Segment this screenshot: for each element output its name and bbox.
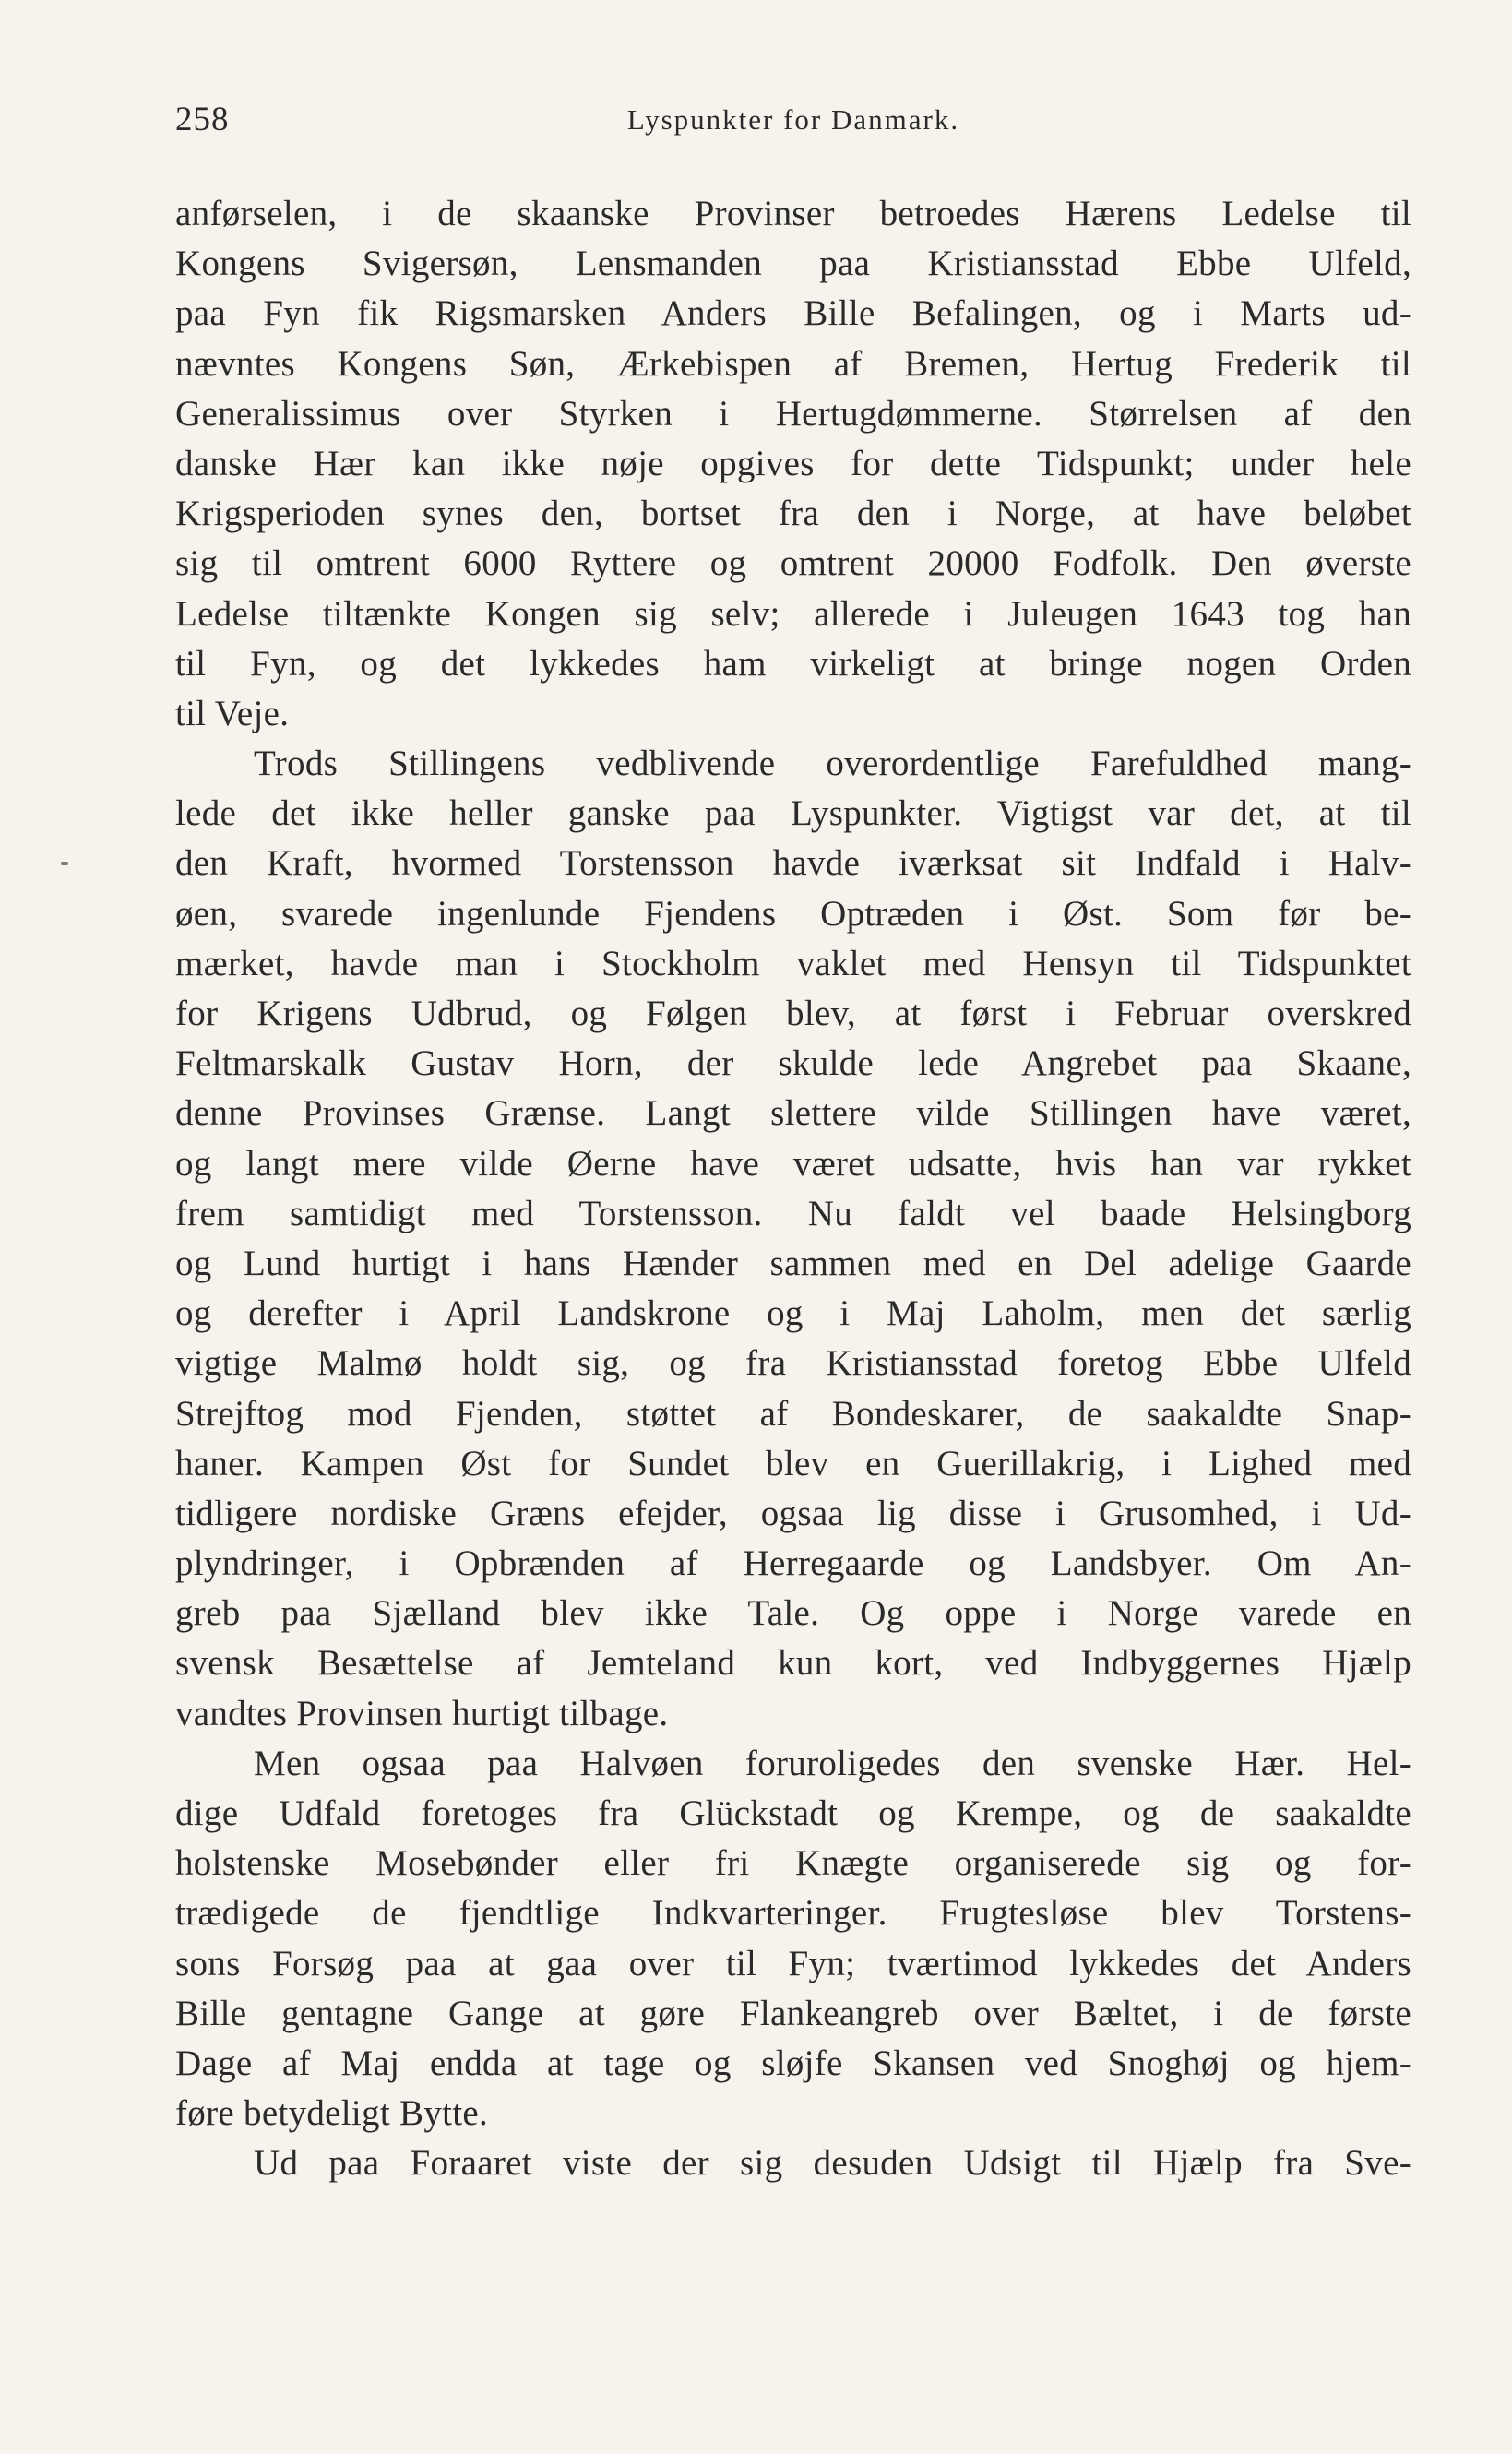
text-line: danske Hær kan ikke nøje opgives for dette Tidspunkt; under hele [175,443,1411,483]
text-line: denne Provinses Grænse. Langt slettere vilde Stillingen have været, [175,1093,1411,1134]
text-line: Strejftog mod Fjenden, støttet af Bondeskarer, de saakaldte Snap- [175,1393,1411,1434]
text-line: tidligere nordiske Græns efejder, ogsaa lig disse i Grusomhed, i Ud- [175,1493,1411,1533]
text-line: lede det ikke heller ganske paa Lyspunkter. Vigtigst var det, at til [175,793,1411,834]
running-title: Lyspunkter for Danmark. [626,103,960,136]
text-line: anførselen, i de skaanske Provinser betroedes Hærens Ledelse til [175,194,1411,233]
text-line: for Krigens Udbrud, og Følgen blev, at først i Februar overskred [175,994,1411,1033]
text-line: føre betydeligt Bytte. [175,2093,489,2134]
text-line: og langt mere vilde Øerne have været udsatte, hvis han var rykket [175,1143,1411,1184]
text-line: og derefter i April Landskrone og i Maj Laholm, men det særlig [175,1293,1411,1334]
text-line: Trods Stillingens vedblivende overordentlige Farefuldhed mang- [254,744,1411,784]
text-line: til Fyn, og det lykkedes ham virkeligt at bringe nogen Orden [175,643,1411,684]
body-text [175,189,1411,2189]
text-line: vigtige Malmø holdt sig, og fra Kristiansstad foretog Ebbe Ulfeld [175,1343,1411,1384]
running-head [175,100,1411,155]
text-line: Krigsperioden synes den, bortset fra den i Norge, at have beløbet [175,494,1411,534]
page-number: 258 [175,101,230,138]
text-line: greb paa Sjælland blev ikke Tale. Og oppe i Norge varede en [175,1593,1411,1634]
text-line: Ud paa Foraaret viste der sig desuden Udsigt til Hjælp fra Sve- [254,2143,1411,2184]
text-line: sons Forsøg paa at gaa over til Fyn; tværtimod lykkedes det Anders [175,1943,1411,1983]
text-line: Generalissimus over Styrken i Hertugdømmerne. Størrelsen af den [175,393,1411,434]
text-line: svensk Besættelse af Jemteland kun kort, ved Indbyggernes Hjælp [175,1643,1411,1684]
text-line: trædigede de fjendtlige Indkvarteringer. Frugtesløse blev Torstens- [175,1893,1411,1934]
text-line: til Veje. [175,693,290,733]
text-line: holstenske Mosebønder eller fri Knægte organiserede sig og for- [175,1843,1411,1884]
text-line: Dage af Maj endda at tage og sløjfe Skansen ved Snoghøj og hjem- [175,2043,1411,2083]
text-line: sig til omtrent 6000 Ryttere og omtrent 20000 Fodfolk. Den øverste [175,543,1411,584]
text-line: mærket, havde man i Stockholm vaklet med Hensyn til Tidspunktet [175,943,1411,983]
text-line: vandtes Provinsen hurtigt tilbage. [175,1693,669,1733]
text-line: Men ogsaa paa Halvøen foruroligedes den svenske Hær. Hel- [254,1743,1411,1783]
text-line: Feltmarskalk Gustav Horn, der skulde lede Angrebet paa Skaane, [175,1043,1411,1084]
text-line: Kongens Svigersøn, Lensmanden paa Kristiansstad Ebbe Ulfeld, [175,244,1411,284]
margin-mark [61,862,68,865]
text-line: øen, svarede ingenlunde Fjendens Optræden i Øst. Som før be- [175,893,1411,934]
text-line: paa Fyn fik Rigsmarsken Anders Bille Befalingen, og i Marts ud- [175,293,1411,334]
text-line: Ledelse tiltænkte Kongen sig selv; allerede i Juleugen 1643 tog han [175,593,1411,634]
text-line: frem samtidigt med Torstensson. Nu faldt vel baade Helsingborg [175,1193,1411,1233]
text-line: Bille gentagne Gange at gøre Flankeangreb over Bæltet, i de første [175,1993,1411,2033]
text-line: den Kraft, hvormed Torstensson havde iværksat sit Indfald i Halv- [175,843,1411,884]
text-line: plyndringer, i Opbrænden af Herregaarde og Landsbyer. Om An- [175,1543,1411,1584]
text-line: og Lund hurtigt i hans Hænder sammen med en Del adelige Gaarde [175,1243,1411,1283]
text-line: nævntes Kongens Søn, Ærkebispen af Bremen, Hertug Frederik til [175,343,1411,384]
text-line: dige Udfald foretoges fra Glückstadt og Krempe, og de saakaldte [175,1793,1411,1833]
text-line: haner. Kampen Øst for Sundet blev en Guerillakrig, i Lighed med [175,1443,1411,1483]
